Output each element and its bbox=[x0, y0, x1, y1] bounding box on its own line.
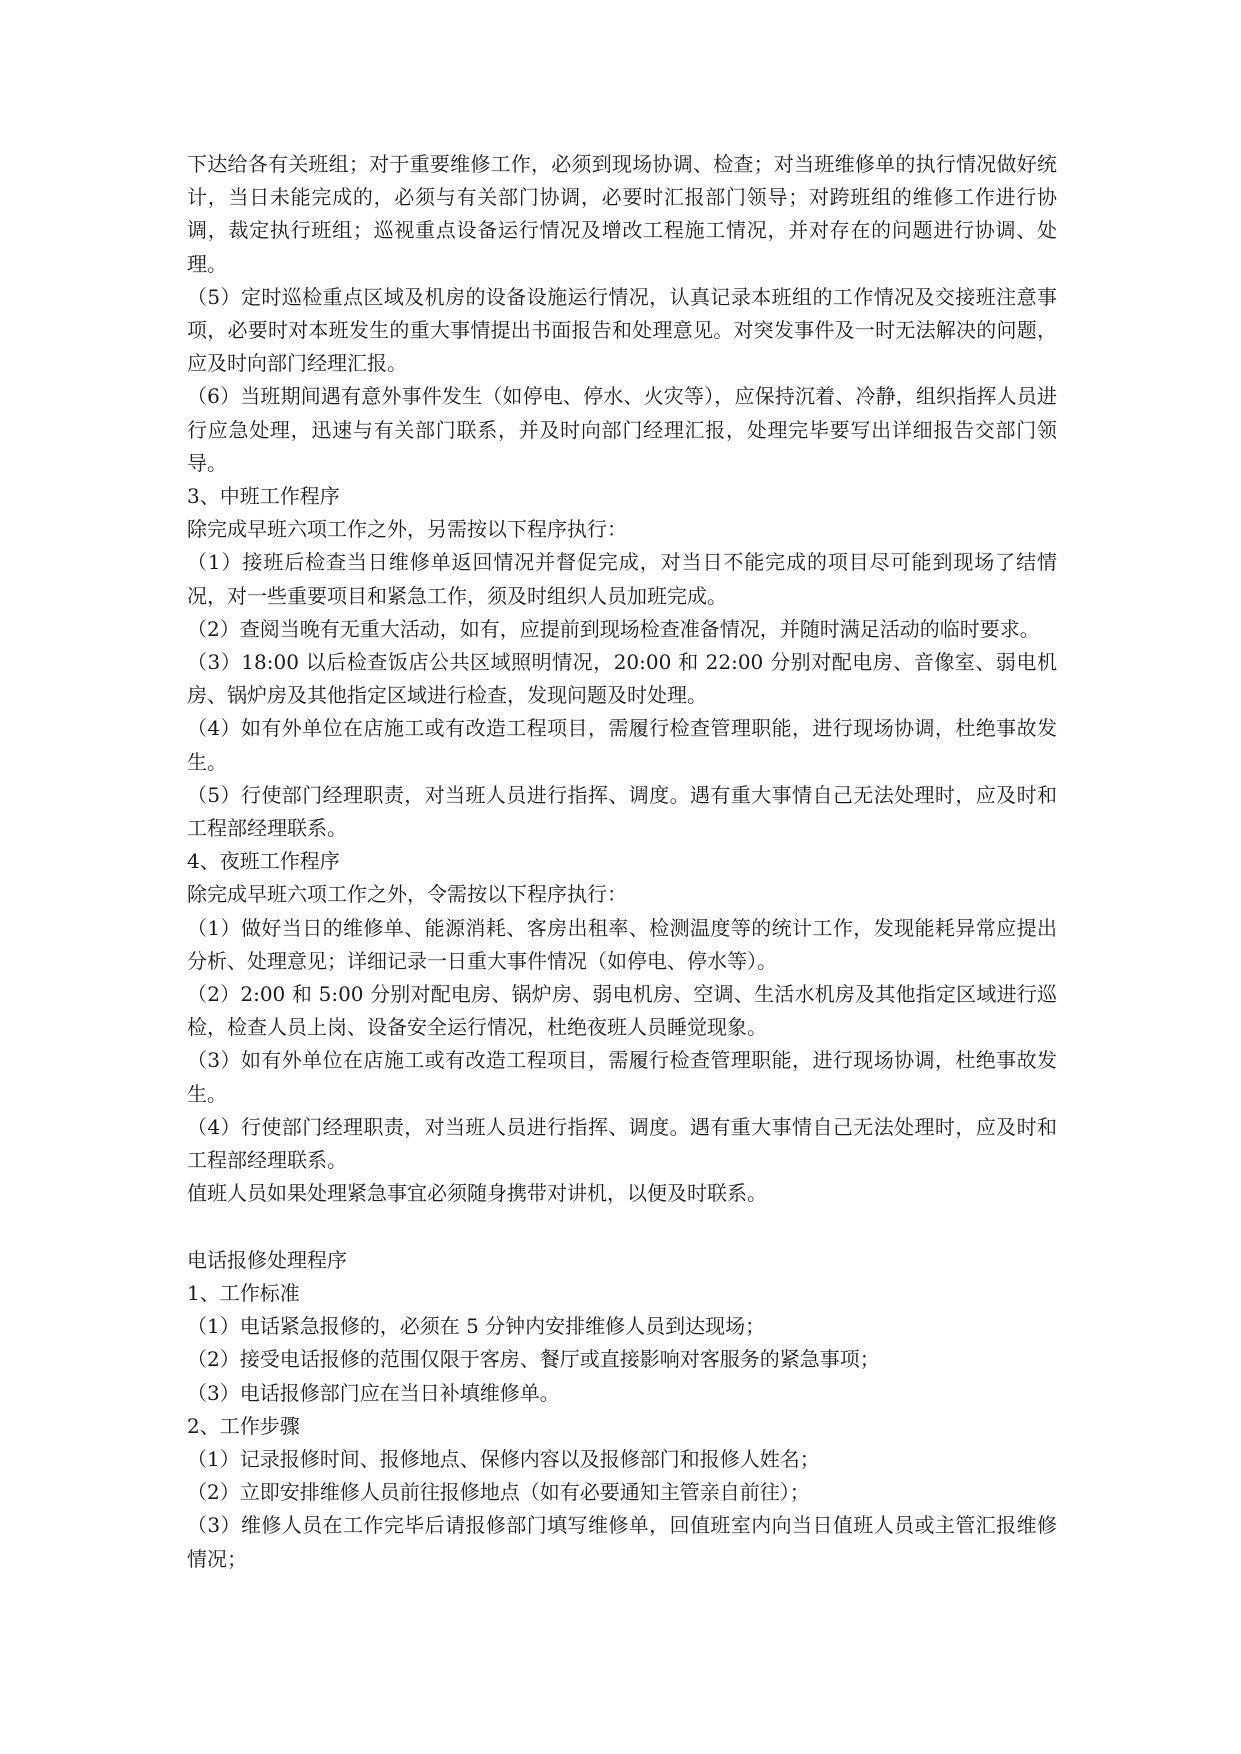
paragraph-night-item-4: （4）行使部门经理职责，对当班人员进行指挥、调度。遇有重大事情自己无法处理时，应及时和工程部经理联系。 bbox=[187, 1114, 1057, 1173]
paragraph-night-item-2: （2）2:00 和 5:00 分别对配电房、锅炉房、弱电机房、空调、生活水机房及其他指定区域进行巡检，检查人员上岗、设备安全运行情况，杜绝夜班人员睡觉现象。 bbox=[187, 982, 1057, 1040]
heading-night-shift: 4、夜班工作程序 bbox=[187, 849, 340, 874]
paragraph-middle-item-1: （1）接班后检查当日维修单返回情况并督促完成，对当日不能完成的项目尽可能到现场了结情况，对一些重要项目和紧急工作，须及时组织人员加班完成。 bbox=[187, 550, 1057, 608]
paragraph-middle-item-3: （3）18:00 以后检查饭店公共区域照明情况，20:00 和 22:00 分别对配电房、音像室、弱电机房、锅炉房及其他指定区域进行检查，发现问题及时处理。 bbox=[187, 650, 1057, 708]
paragraph-night-item-3: （3）如有外单位在店施工或有改造工程项目，需履行检查管理职能，进行现场协调，杜绝事故发生。 bbox=[187, 1048, 1057, 1106]
paragraph-walkie-talkie-note: 值班人员如果处理紧急事宜必须随身携带对讲机，以便及时联系。 bbox=[187, 1181, 767, 1206]
heading-phone-repair-procedure: 电话报修处理程序 bbox=[187, 1247, 347, 1272]
paragraph-standard-item-3: （3）电话报修部门应在当日补填维修单。 bbox=[187, 1380, 560, 1405]
paragraph-item-5-patrol: （5）定时巡检重点区域及机房的设备设施运行情况，认真记录本班组的工作情况及交接班注意事项，必要时对本班发生的重大事情提出书面报告和处理意见。对突发事件及一时无法解决的问题，应及时向部门经理汇报。 bbox=[187, 284, 1057, 376]
paragraph-item-6-emergency: （6）当班期间遇有意外事件发生（如停电、停水、火灾等），应保持沉着、冷静，组织指挥人员进行应急处理，迅速与有关部门联系，并及时向部门经理汇报，处理完毕要写出详细报告交部门领导。 bbox=[187, 384, 1057, 475]
heading-work-steps: 2、工作步骤 bbox=[187, 1413, 300, 1438]
document-page bbox=[187, 148, 1057, 1576]
paragraph-middle-item-5: （5）行使部门经理职责，对当班人员进行指挥、调度。遇有重大事情自己无法处理时，应及时和工程部经理联系。 bbox=[187, 782, 1057, 841]
blank-line bbox=[187, 1211, 1057, 1244]
paragraph-night-shift-intro: 除完成早班六项工作之外，令需按以下程序执行： bbox=[187, 882, 627, 907]
paragraph-standard-item-2: （2）接受电话报修的范围仅限于客房、餐厅或直接影响对客服务的紧急事项； bbox=[187, 1347, 880, 1372]
paragraph-step-3: （3）维修人员在工作完毕后请报修部门填写维修单，回值班室内向当日值班人员或主管汇报维修情况； bbox=[187, 1513, 1057, 1571]
paragraph-middle-item-4: （4）如有外单位在店施工或有改造工程项目，需履行检查管理职能，进行现场协调，杜绝事故发生。 bbox=[187, 716, 1057, 774]
paragraph-standard-item-1: （1）电话紧急报修的，必须在 5 分钟内安排维修人员到达现场； bbox=[187, 1314, 766, 1339]
paragraph-continued-duties: 下达给各有关班组；对于重要维修工作，必须到现场协调、检查；对当班维修单的执行情况做好统计，当日未能完成的，必须与有关部门协调，必要时汇报部门领导；对跨班组的维修工作进行协调，裁定执行班组；巡视重点设备运行情况及增改工程施工情况，并对存在的问题进行协调、处理。 bbox=[187, 152, 1057, 276]
paragraph-step-1: （1）记录报修时间、报修地点、保修内容以及报修部门和报修人姓名； bbox=[187, 1446, 820, 1471]
heading-work-standard: 1、工作标准 bbox=[187, 1280, 300, 1305]
paragraph-step-2: （2）立即安排维修人员前往报修地点（如有必要通知主管亲自前往）； bbox=[187, 1480, 810, 1505]
paragraph-middle-item-2: （2）查阅当晚有无重大活动，如有，应提前到现场检查准备情况，并随时满足活动的临时要求。 bbox=[187, 616, 1040, 641]
paragraph-middle-shift-intro: 除完成早班六项工作之外，另需按以下程序执行： bbox=[187, 517, 627, 542]
paragraph-night-item-1: （1）做好当日的维修单、能源消耗、客房出租率、检测温度等的统计工作，发现能耗异常应提出分析、处理意见；详细记录一日重大事件情况（如停电、停水等）。 bbox=[187, 915, 1057, 973]
heading-middle-shift: 3、中班工作程序 bbox=[187, 484, 340, 509]
